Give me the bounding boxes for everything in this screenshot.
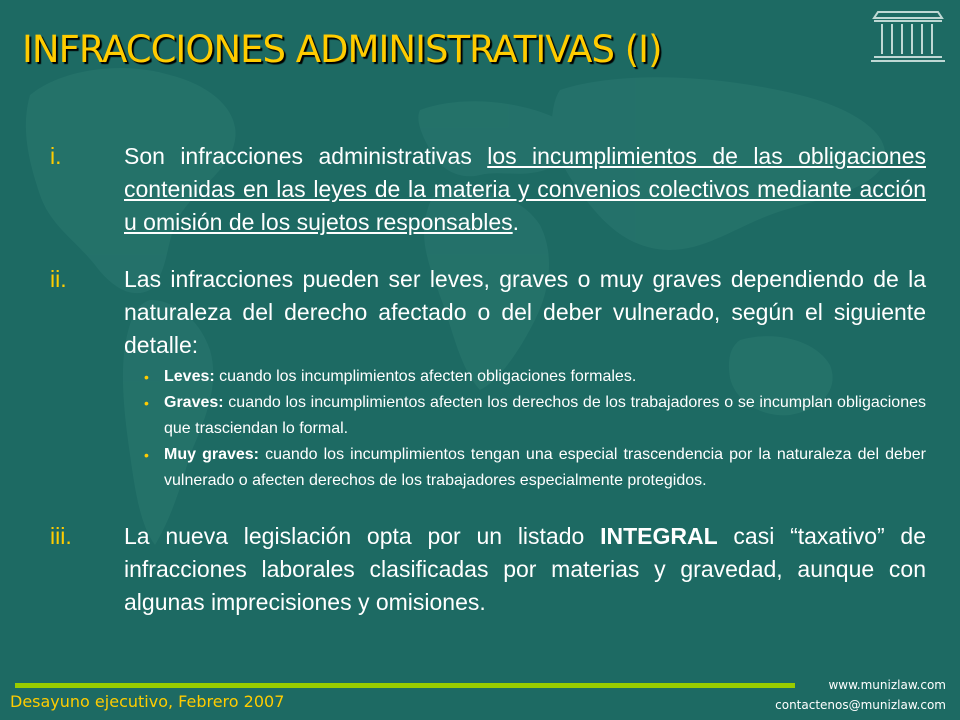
list-item xyxy=(50,263,926,494)
item-text xyxy=(124,520,926,619)
sub-list xyxy=(124,364,926,494)
item-underlined-text: los incumplimientos de las obligaciones contenidas en las leyes de la materia y convenios colectivos mediante acción u omisión de los sujetos responsables xyxy=(124,143,926,235)
item-tail-text: casi “taxativo” de infracciones laborales clasificadas por materias y gravedad, aunque con algunas imprecisiones y omisiones. xyxy=(124,523,926,615)
sub-item-label: Muy graves: xyxy=(164,446,259,463)
item-text xyxy=(124,140,926,239)
sub-item-desc: cuando los incumplimientos afecten obligaciones formales. xyxy=(214,368,637,385)
item-lead-text: Son infracciones administrativas xyxy=(124,143,488,169)
email-link[interactable]: contactenos@munizlaw.com xyxy=(775,698,946,712)
sub-item-label: Leves: xyxy=(164,368,215,385)
item-lead-text: La nueva legislación opta por un listado xyxy=(124,523,601,549)
sub-item-text xyxy=(164,364,926,390)
footer-contact xyxy=(775,675,946,715)
sub-item xyxy=(124,390,926,442)
sub-item-text xyxy=(164,442,926,494)
list-item xyxy=(50,140,926,239)
website-link[interactable]: www.munizlaw.com xyxy=(828,678,946,692)
sub-item-desc: cuando los incumplimientos tengan una especial trascendencia por la naturaleza del deber vulnerado o afecten derechos de los trabajadores especialmente protegidos. xyxy=(164,446,926,489)
footer-divider xyxy=(15,683,795,688)
sub-item-label: Graves: xyxy=(164,394,224,411)
slide-content xyxy=(50,140,926,619)
sub-item-text xyxy=(164,390,926,442)
item-number: i. xyxy=(50,143,62,169)
sub-item xyxy=(124,442,926,494)
item-bold-text: INTEGRAL xyxy=(600,523,718,549)
bullet-icon: • xyxy=(144,369,149,385)
law-firm-columns-logo xyxy=(868,8,948,64)
item-number: iii. xyxy=(50,523,72,549)
sub-item-desc: cuando los incumplimientos afecten los derechos de los trabajadores o se incumplan obligaciones que trasciendan lo formal. xyxy=(164,394,926,437)
bullet-icon: • xyxy=(144,447,149,463)
sub-item xyxy=(124,364,926,390)
list-item xyxy=(50,520,926,619)
item-tail-text: . xyxy=(512,209,520,235)
footer-event-label: Desayuno ejecutivo, Febrero 2007 xyxy=(10,692,285,711)
item-text: Las infracciones pueden ser leves, graves o muy graves dependiendo de la naturaleza del derecho afectado o del deber vulnerado, según el siguiente detalle: xyxy=(124,266,926,358)
item-number: ii. xyxy=(50,266,67,292)
item-body xyxy=(124,263,926,494)
bullet-icon: • xyxy=(144,395,149,411)
slide-title: INFRACCIONES ADMINISTRATIVAS (I) xyxy=(22,28,662,71)
